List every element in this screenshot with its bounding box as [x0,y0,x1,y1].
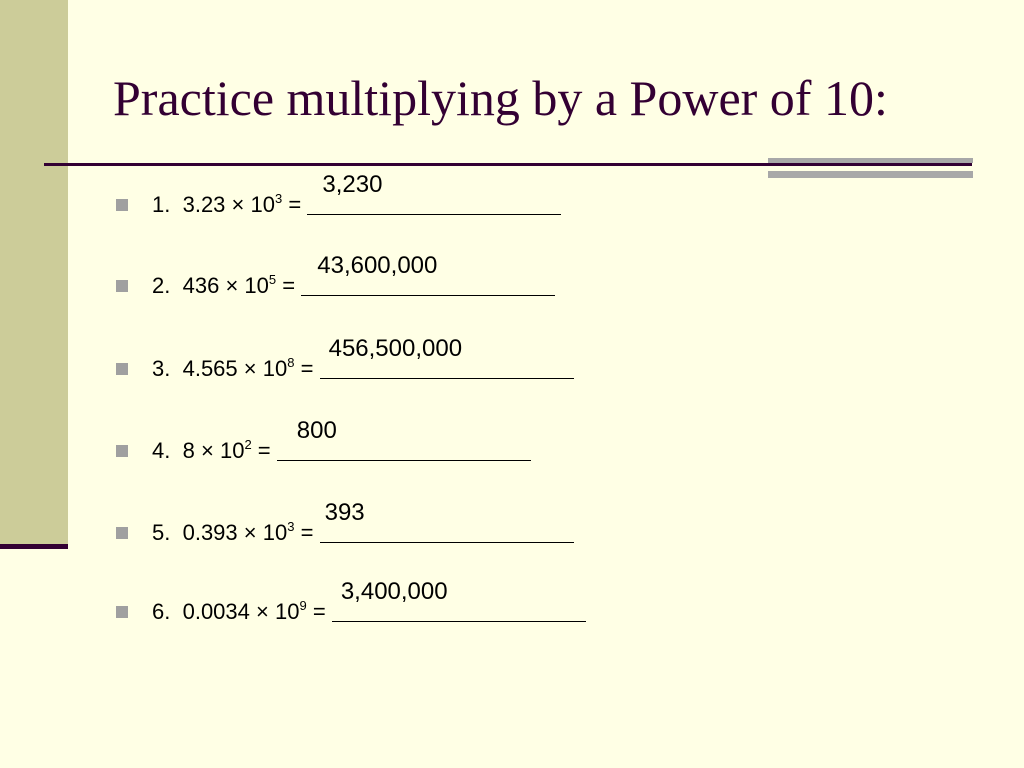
answer-blank [332,578,586,622]
power-base: 10 [219,438,245,463]
square-bullet-icon [116,280,128,292]
answer-blank [301,252,555,296]
square-bullet-icon [116,606,128,618]
exponent: 5 [268,272,277,287]
power-base: 10 [244,273,269,298]
problem-number: 6. [152,599,171,624]
square-bullet-icon [116,363,128,375]
slide-title: Practice multiplying by a Power of 10: [113,70,888,126]
square-bullet-icon [116,445,128,457]
answer-text: 3,230 [322,171,383,198]
title-divider [44,163,972,166]
problem-number: 5. [152,520,171,545]
power-base: 10 [275,599,300,624]
answer-blank [307,171,561,215]
times-sign: × [225,273,239,298]
equals-sign: = [312,599,326,624]
power-base: 10 [262,356,288,381]
equals-sign: = [282,273,296,298]
answer-text: 43,600,000 [317,252,438,279]
sidebar-accent-line [0,544,68,549]
equals-sign: = [300,356,314,381]
times-sign: × [243,520,257,545]
answer-text: 393 [324,499,365,526]
answer-blank [320,335,574,379]
equals-sign: = [257,438,271,463]
exponent: 3 [287,519,295,534]
times-sign: × [231,192,245,217]
problem-text [152,417,531,466]
answer-blank [320,499,574,543]
problem-number: 4. [152,438,171,463]
coefficient: 8 [182,438,195,463]
problem-text [152,252,555,301]
equals-sign: = [300,520,314,545]
times-sign: × [200,438,214,463]
answer-text: 456,500,000 [328,335,463,362]
square-bullet-icon [116,527,128,539]
exponent: 9 [299,598,307,613]
exponent: 8 [287,355,295,370]
square-bullet-icon [116,199,128,211]
decorative-sidebar [0,0,68,545]
exponent: 3 [275,191,283,206]
problem-number: 1. [152,192,171,217]
divider-accent-lower [768,171,973,178]
divider-accent-upper [768,158,973,163]
problem-number: 2. [152,273,171,298]
power-base: 10 [262,520,288,545]
answer-text: 800 [296,417,337,444]
times-sign: × [243,356,257,381]
power-base: 10 [250,192,276,217]
problem-text [152,578,586,627]
exponent: 2 [244,437,252,452]
coefficient: 4.565 [182,356,238,381]
problem-text [152,499,574,548]
answer-text: 3,400,000 [340,578,448,605]
coefficient: 3.23 [182,192,226,217]
times-sign: × [256,599,269,624]
coefficient: 0.0034 [182,599,250,624]
problem-number: 3. [152,356,171,381]
coefficient: 436 [182,273,220,298]
answer-blank [277,417,531,461]
coefficient: 0.393 [182,520,238,545]
problem-text [152,335,574,384]
equals-sign: = [288,192,302,217]
problem-text [152,171,561,220]
